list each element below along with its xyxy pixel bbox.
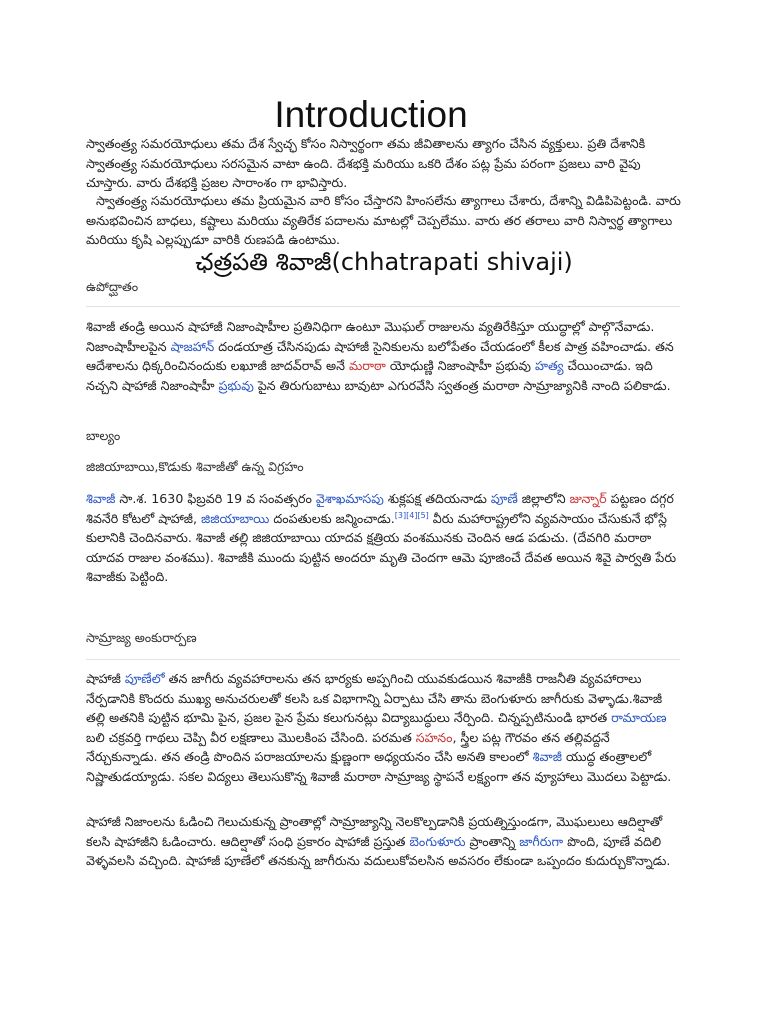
text-span: పైన తిరుగుబాటు బావుటా ఎగురవేసి స్వతంత్ర మరాఠా సామ్రాజ్యానికి నాంది పలికాడు. bbox=[253, 377, 671, 393]
intro-paragraph-2: స్వాతంత్ర్య సమరయోధులు తమ ప్రియమైన వారి కోసం చేస్తారని హింసలేను త్యాగాలు చేశారు, దేశాన్ని విడిపిపెట్టండి. వారు అనుభవించిన బాధలు, కష్టాలు మరియు వ్యతిరేక పదాలను మాటల్లో చెప్పలేము. వారు తర తరాలు వారి నిస్వార్థ త్యాగాలు మరియు కృషి ఎల్లప్పుడూ వారికి రుణపడి ఉంటాము. bbox=[86, 193, 681, 247]
subheading-upodghatam: ఉపోద్ఘాతం bbox=[86, 279, 139, 294]
reference-links[interactable]: [3][4][5] bbox=[394, 510, 429, 520]
link-shivaji[interactable]: శివాజీ bbox=[86, 491, 116, 506]
link-sahanam[interactable]: సహనం bbox=[415, 729, 453, 745]
link-bengaluru[interactable]: బెంగుళూరు bbox=[409, 833, 466, 849]
text-span: చేయించాడు. ఇది నచ్చని షాహాజీ నిజాంషాహీ bbox=[86, 358, 653, 393]
text-span: బలి చక్రవర్తి గాథలు చెప్పి వీర లక్షణాలు మొలకింప చేసింది. పరమత bbox=[86, 729, 416, 745]
link-junnar[interactable]: జున్నార్ bbox=[569, 491, 607, 506]
text-span: వ సంవత్సరం bbox=[242, 491, 316, 506]
link-ramayana[interactable]: రామాయణ bbox=[611, 710, 667, 725]
text-span: పొంది, పూణే వదిలి వెళ్ళవలసి వచ్చింది. షాహాజీ పూణేలో తనకున్న జాగీరును వదులుకోవలసిన అవసరం లేకుండా ఒప్పందం కుదుర్చుకొన్నాడు. bbox=[86, 833, 671, 868]
text-span: జిల్లాలోని bbox=[517, 491, 570, 506]
page-title: Introduction bbox=[274, 94, 468, 135]
link-pune[interactable]: పూణే bbox=[490, 491, 518, 506]
section-heading: ఛత్రపతి శివాజీ(chhatrapati shivaji) bbox=[195, 248, 573, 276]
link-prabhuvu[interactable]: ప్రభువు bbox=[218, 377, 254, 393]
image-caption: జిజియాబాయి,కొడుకు శివాజీతో ఉన్న విగ్రహం bbox=[86, 459, 304, 474]
text-span: ప్రాంతాన్ని bbox=[465, 833, 520, 849]
subheading-samrajya: సామ్రాజ్య అంకురార్పణ bbox=[86, 630, 197, 645]
intro-paragraph-1: స్వాతంత్ర్య సమరయోధులు తమ దేశ స్వేచ్ఛ కోసం నిస్వార్థంగా తమ జీవితాలను త్యాగం చేసిన వ్యక్తులు. ప్రతి దేశానికి స్వాతంత్ర్య సమరయోధులు సరసమైన వాటా ఉంది. దేశభక్తి మరియు ఒకరి దేశం పట్ల ప్రేమ పరంగా ప్రజలు వారి వైపు చూస్తారు. వారు దేశభక్తి ప్రజల సారాంశం గా భావిస్తారు. bbox=[86, 136, 646, 190]
link-punelo[interactable]: పూణేలో bbox=[124, 671, 165, 686]
text-span: తన జాగీరు వ్యవహారాలను తన భార్యకు అప్పగించి యువకుడయిన శివాజీకి రాజనీతి వ్యవహారాలు నేర్పడానికి కొందరు ముఖ్య అనుచరులతో కలసి ఒక విభాగాన్ని ఏర్పాటు చేసి తాను బెంగుళూరు జాగీరుకు వెళ్ళాడు.శివాజీ తల్లి అతనికి పుట్టిన భూమి పైన, ప్రజల పైన ప్రేమ కలుగునట్లు విద్యాబుద్ధులు నేర్పింది. చిన్నప్పటినుండి భారత bbox=[86, 671, 663, 725]
text-span: షాహాజీ నిజాంలను ఓడించి గెలుచుకున్న ప్రాంతాల్లో సామ్రాజ్యాన్ని నెలకొల్పడానికి ప్రయత్నిస్తుండగా, మొఘలులు ఆదిల్షాతో కలసి షాహాజీని ఓడించారు. ఆదిల్షాతో సంధి ప్రకారం షాహాజీ ప్రస్తుత bbox=[86, 814, 663, 849]
divider bbox=[86, 306, 680, 307]
text-span: షాహాజీ bbox=[86, 671, 125, 686]
link-maratha[interactable]: మరాఠా bbox=[348, 358, 386, 373]
link-shahjahan[interactable]: షాజహాన్ bbox=[170, 338, 215, 354]
paragraph-youth bbox=[86, 669, 682, 786]
birth-year: 1630 bbox=[151, 491, 184, 506]
paragraph-treaty bbox=[86, 812, 682, 871]
link-jijabai[interactable]: జిజియాబాయి bbox=[201, 510, 270, 526]
birth-day: 19 bbox=[226, 491, 243, 506]
text-span: సా.శ. bbox=[115, 491, 152, 506]
divider bbox=[86, 659, 680, 660]
text-span: యోధుణ్ణి నిజాంషాహీ ప్రభువు bbox=[385, 358, 535, 373]
subheading-balyam: బాల్యం bbox=[86, 428, 121, 443]
link-vaishakha[interactable]: వైశాఖమాసపు bbox=[315, 491, 384, 506]
text-span: దంపతులకు జన్మించాడు. bbox=[269, 510, 395, 526]
paragraph-birth bbox=[86, 489, 682, 587]
text-span: , స్త్రీల పట్ల గౌరవం తన తల్లివద్దనే నేర్చుకున్నాడు. తన తండ్రి పొందిన పరాజయాలను క్షుణ్ణంగా అధ్యయనం చేసి అనతి కాలంలో bbox=[86, 729, 610, 764]
text-span: శివాజీ తండ్రి అయిన షాహాజీ నిజాంషాహీల ప్రతినిధిగా ఉంటూ మొఘల్ రాజులను వ్యతిరేకిస్తూ యుద్ధాల్లో పాల్గొనేవాడు. నిజాంషాహీలపైన bbox=[86, 319, 655, 354]
text-span: ఫిబ్రవరి bbox=[183, 491, 227, 506]
link-hatya[interactable]: హత్య bbox=[534, 358, 564, 373]
paragraph-intro bbox=[86, 317, 682, 395]
link-jagiruga[interactable]: జాగీరుగా bbox=[519, 833, 564, 849]
text-span: శుక్లపక్ష తదియనాడు bbox=[383, 491, 491, 506]
text-span: దండయాత్ర చేసినపుడు షాహాజీ సైనికులను బలోపేతం చేయడంలో కీలక పాత్ర వహించాడు. తన ఆదేశాలను ధిక్కరించినందుకు లఖూజీ జాదవ్‌రావ్ అనే bbox=[86, 338, 674, 373]
text-span: వీరు మహారాష్ట్రలోని వ్యవసాయం చేసుకునే భోస్లే కులానికి చెందినవారు. శివాజీ తల్లి జిజియాబాయి యాదవ క్షత్రియ వంశమునకు చెందిన ఆడ పడుచు. (దేవగిరి మరాఠా యాదవ రాజుల వంశము). శివాజీకి ముందు పుట్టిన అందరూ మృతి చెందగా ఆమె పూజించే దేవత అయిన శివై పార్వతి పేరు శివాజీకు పెట్టింది. bbox=[86, 510, 677, 584]
text-span: యుద్ధ తంత్రాలలో నిష్ణాతుడయ్యాడు. సకల విద్యలు తెలుసుకొన్న శివాజీ మరాఠా సామ్రాజ్య స్థాపనే లక్ష్యంగా తన వ్యూహాలు మొదలు పెట్టాడు. bbox=[86, 749, 672, 784]
link-shivaji[interactable]: శివాజీ bbox=[532, 749, 562, 764]
text-span: పట్టణం దగ్గర శివనేరి కోటలో షాహాజీ, bbox=[86, 491, 674, 526]
